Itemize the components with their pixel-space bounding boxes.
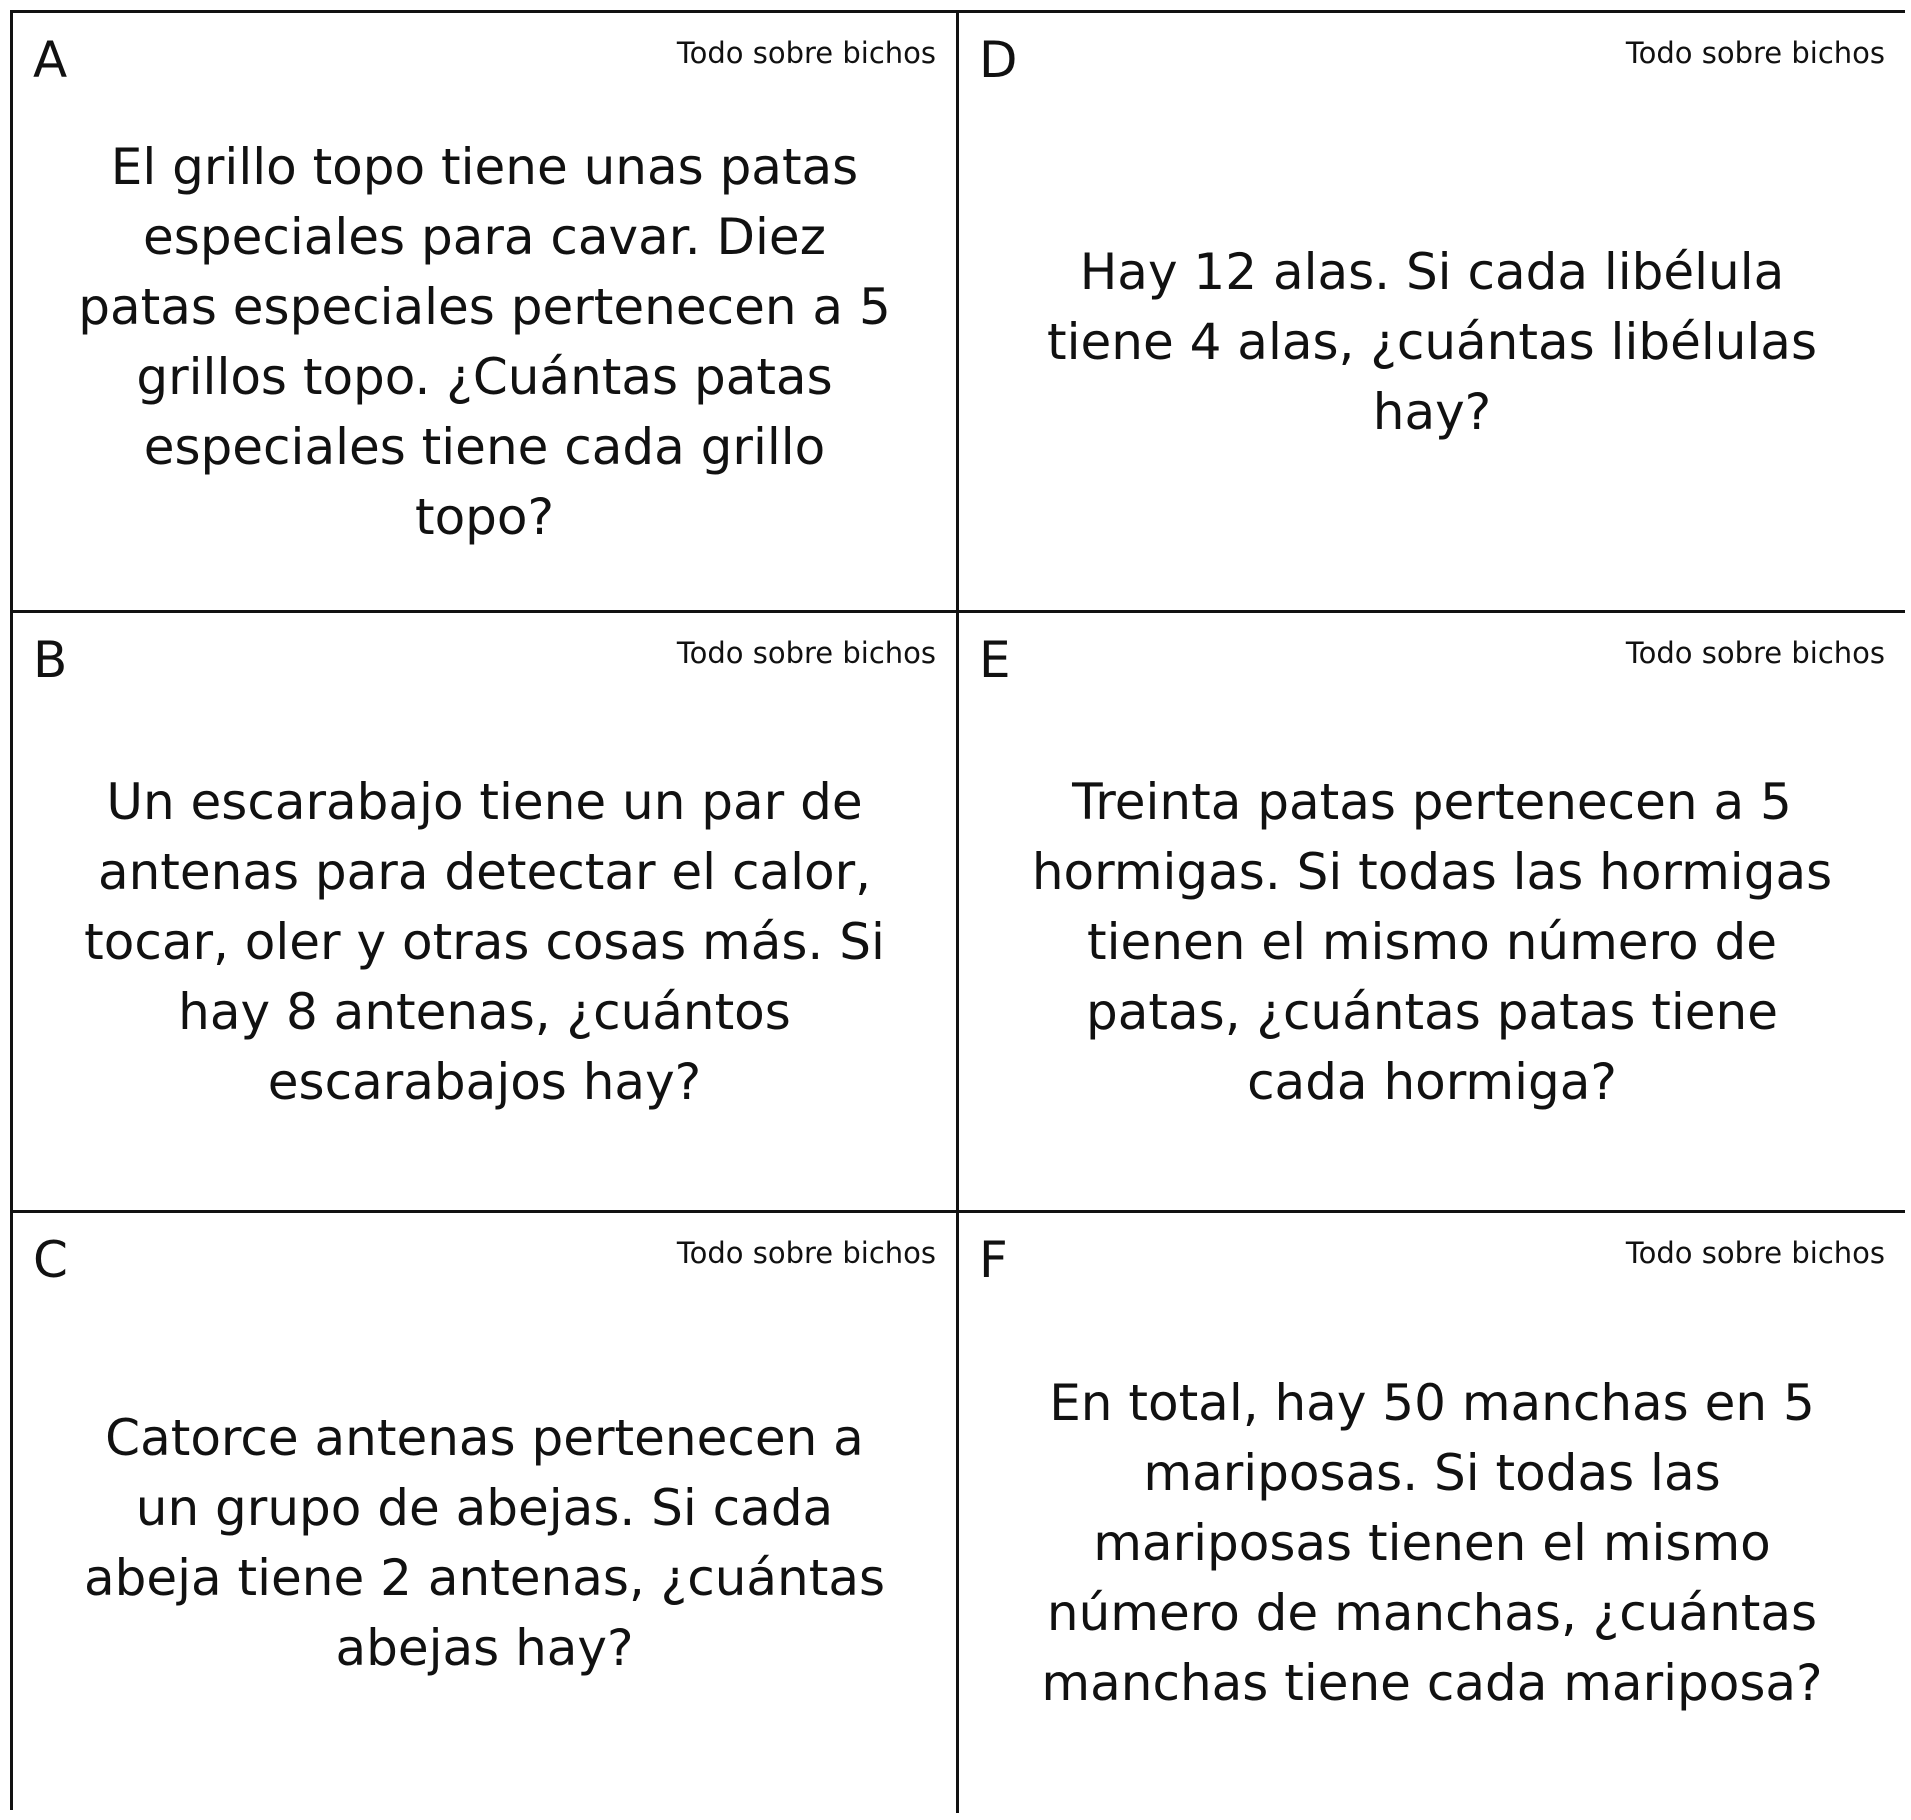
- card-body: [1019, 73, 1845, 610]
- card-letter: E: [979, 631, 1011, 689]
- task-card-c: [13, 1213, 959, 1813]
- card-body: [73, 673, 896, 1210]
- card-question: El grillo topo tiene unas patas especiales para cavar. Diez patas especiales pertenecen a 5 grillos topo. ¿Cuántas patas especiales tiene cada grillo topo?: [78, 137, 891, 546]
- card-letter: B: [33, 631, 68, 689]
- task-card-e: [959, 613, 1905, 1213]
- task-card-b: [13, 613, 959, 1213]
- card-letter: A: [33, 31, 68, 89]
- card-body: [73, 1273, 896, 1813]
- card-body: [1019, 1273, 1845, 1813]
- card-body: [1019, 673, 1845, 1210]
- card-body: [73, 73, 896, 610]
- card-subtitle: Todo sobre bichos: [676, 1236, 936, 1270]
- card-subtitle: Todo sobre bichos: [1625, 1236, 1885, 1270]
- card-subtitle: Todo sobre bichos: [1625, 36, 1885, 70]
- card-question: Un escarabajo tiene un par de antenas para detectar el calor, tocar, oler y otras cosas más. Si hay 8 antenas, ¿cuántos escarabajos hay?: [84, 772, 885, 1111]
- card-question: Catorce antenas pertenecen a un grupo de abejas. Si cada abeja tiene 2 antenas, ¿cuántas abejas hay?: [83, 1409, 886, 1677]
- card-question: En total, hay 50 manchas en 5 mariposas. Si todas las mariposas tienen el mismo número de manchas, ¿cuántas manchas tiene cada mariposa?: [1041, 1374, 1823, 1712]
- card-letter: D: [979, 31, 1018, 89]
- card-question: Hay 12 alas. Si cada libélula tiene 4 alas, ¿cuántas libélulas hay?: [1047, 242, 1817, 441]
- card-letter: C: [33, 1231, 68, 1289]
- card-subtitle: Todo sobre bichos: [676, 36, 936, 70]
- task-card-d: [959, 13, 1905, 613]
- card-subtitle: Todo sobre bichos: [676, 636, 936, 670]
- card-question: Treinta patas pertenecen a 5 hormigas. Si todas las hormigas tienen el mismo número de patas, ¿cuántas patas tiene cada hormiga?: [1031, 772, 1833, 1111]
- task-card-a: [13, 13, 959, 613]
- task-card-grid: [10, 10, 1905, 1810]
- card-subtitle: Todo sobre bichos: [1625, 636, 1885, 670]
- task-card-f: [959, 1213, 1905, 1813]
- card-letter: F: [979, 1231, 1008, 1289]
